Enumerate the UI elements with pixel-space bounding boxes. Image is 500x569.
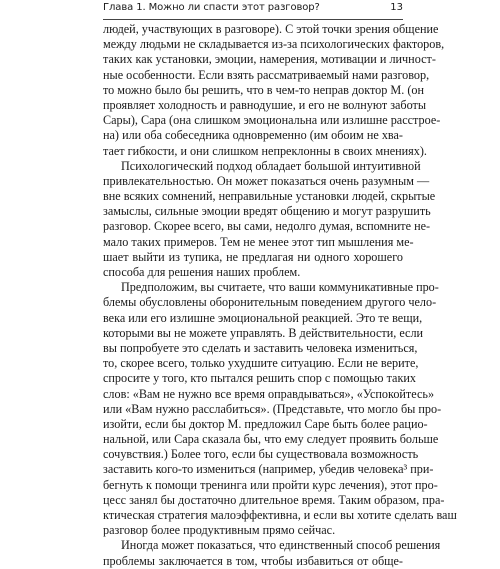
paragraph — [103, 158, 436, 281]
text-line: века или его излишне эмоциональной реакцией. Это те вещи, — [103, 310, 423, 325]
text-line: заставить кого-то измениться (например, убедив человека³ при- — [103, 462, 434, 477]
text-line: разговор более продуктивным прямо сейчас. — [103, 523, 336, 538]
text-line: привлекательностью. Он может показаться очень разумным — — [103, 173, 430, 188]
text-line: или «Вам нужно расслабиться». (Представьте, что могло бы про- — [103, 401, 442, 416]
text-line: разговор. Скорее всего, вы сами, недолго думая, вспомните не- — [103, 219, 431, 234]
text-line: тает гибкости, и они слишком непреклонны в своих мнениях). — [103, 143, 427, 158]
body-text — [103, 22, 457, 569]
text-line: слов: «Вам не нужно все время оправдываться», «Успокойтесь» — [103, 386, 435, 401]
text-line: то, скорее всего, только ухудшите ситуацию. Если не верите, — [103, 356, 419, 371]
paragraph — [103, 538, 441, 568]
text-line: спросите у того, кто пытался решить спор с помощью таких — [103, 371, 417, 386]
text-line: проблемы заключается в том, чтобы избавиться от обще- — [103, 553, 403, 568]
text-line: ктическая стратегия малоэффективна, и если вы хотите сделать ваш — [103, 508, 457, 522]
text-line: на) или оба собеседника одновременно (им обоим не хва- — [103, 128, 403, 143]
text-line: замыслы, сильные эмоции вредят общению и могут разрушить — [103, 204, 431, 219]
running-header — [103, 0, 403, 20]
text-line: таких как установки, эмоции, намерения, мотивации и личност- — [103, 52, 436, 67]
text-line: то можно было бы решить, что в чем-то неправ доктор М. (он — [103, 82, 424, 97]
text-line: людей, участвующих в разговоре). С этой точки зрения общение — [103, 22, 439, 36]
text-line: шает выйти из тупика, не предлагая ни одного хорошего — [103, 249, 403, 264]
text-line: нальной, или Сара сказала бы, что ему следует проявить больше — [103, 432, 439, 447]
text-line: способа для решения наших проблем. — [103, 265, 301, 279]
text-line: ные особенности. Если взять рассматриваемый нами разговор, — [103, 67, 430, 82]
text-line: сочувствия.) Более того, если бы существовала возможность — [103, 447, 419, 462]
paragraph — [103, 280, 457, 538]
text-line: проявляет холодность и равнодушие, и его не волнуют заботы — [103, 97, 427, 112]
text-line: блемы обусловлены оборонительным поведением другого чело- — [103, 295, 437, 310]
text-line: Психологический подход обладает большой интуитивной — [121, 158, 421, 173]
text-line: вы попробуете это сделать и заставить человека измениться, — [103, 340, 418, 355]
text-line: изойти, если бы доктор М. предложил Саре быть более рацио- — [103, 416, 428, 431]
text-line: цесс занял бы достаточно длительное время. Таким образом, пра- — [103, 492, 445, 507]
text-line: Иногда может показаться, что единственный способ решения — [121, 538, 441, 553]
text-line: мало таких примеров. Тем не менее этот тип мышления ме- — [103, 234, 414, 249]
text-line: Предположим, вы считаете, что ваши коммуникативные про- — [121, 280, 439, 295]
paragraph — [103, 22, 445, 159]
text-line: между людьми не складывается из-за психологических факторов, — [103, 37, 445, 52]
chapter-title: Глава 1. Можно ли спасти этот разговор? — [103, 2, 320, 13]
text-line: бегнуть к помощи тренинга или пройти курс лечения), этот про- — [103, 477, 438, 492]
text-line: Сары), Сара (она слишком эмоциональна или излишне расстрое- — [103, 113, 441, 128]
text-line: которыми вы не можете управлять. В действительности, если — [103, 325, 424, 340]
page-number: 13 — [390, 2, 403, 13]
text-line: вне всяких сомнений, неправильные установки людей, скрытые — [103, 189, 436, 204]
